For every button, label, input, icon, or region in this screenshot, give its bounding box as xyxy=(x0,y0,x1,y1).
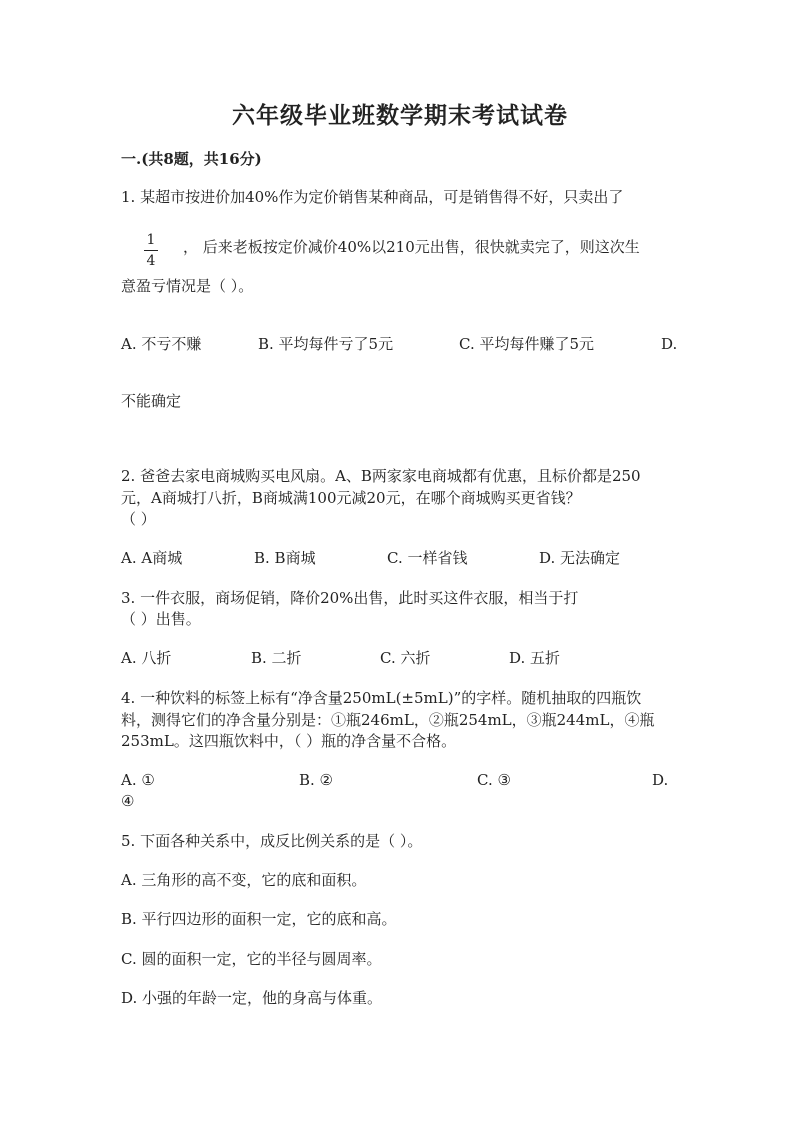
q1-option-d-text[interactable]: 不能确定 xyxy=(121,392,182,410)
q4-stem-line-3: 253mL。这四瓶饮料中，（ ）瓶的净含量不合格。 xyxy=(121,732,457,750)
q2-option-a[interactable]: A. A商城 xyxy=(121,549,183,567)
q5-option-a[interactable]: A. 三角形的高不变，它的底和面积。 xyxy=(121,871,367,889)
q1-stem-line-2: ， 后来老板按定价减价40%以210元出售，很快就卖完了，则这次生 xyxy=(183,238,640,256)
q2-option-b[interactable]: B. B商城 xyxy=(254,549,316,567)
q2-stem-line-2: 元，A商城打八折，B商城满100元减20元，在哪个商城购买更省钱？ xyxy=(121,489,581,507)
q5-stem-line-1: 5. 下面各种关系中，成反比例关系的是（ ）。 xyxy=(121,832,423,850)
q5-option-d[interactable]: D. 小强的年龄一定，他的身高与体重。 xyxy=(121,989,383,1007)
q1-option-c[interactable]: C. 平均每件赚了5元 xyxy=(459,335,595,353)
q1-fraction-bar xyxy=(144,250,158,251)
page-title: 六年级毕业班数学期末考试试卷 xyxy=(232,102,568,129)
q1-fraction xyxy=(144,232,158,269)
q1-option-b[interactable]: B. 平均每件亏了5元 xyxy=(258,335,394,353)
q1-stem-line-3: 意盈亏情况是（ ）。 xyxy=(121,277,254,295)
q2-option-d[interactable]: D. 无法确定 xyxy=(539,549,621,567)
q2-stem-line-1: 2. 爸爸去家电商城购买电风扇。A、B两家家电商城都有优惠，且标价都是250 xyxy=(121,467,641,485)
q4-option-c[interactable]: C. ③ xyxy=(477,771,511,789)
q4-option-d[interactable]: D. xyxy=(652,771,669,789)
q4-option-b[interactable]: B. ② xyxy=(299,771,334,789)
q5-option-b[interactable]: B. 平行四边形的面积一定，它的底和高。 xyxy=(121,910,397,928)
q1-option-d[interactable]: D. xyxy=(661,335,678,353)
q3-option-d[interactable]: D. 五折 xyxy=(509,649,561,667)
q5-option-c[interactable]: C. 圆的面积一定，它的半径与圆周率。 xyxy=(121,950,382,968)
q3-stem-line-2: （ ）出售。 xyxy=(121,610,201,628)
q2-stem-line-3: （ ） xyxy=(121,510,156,528)
section-heading: 一.(共8题，共16分) xyxy=(121,150,262,168)
q1-fraction-denominator: 4 xyxy=(146,253,156,269)
q1-stem-line-1: 1. 某超市按进价加40%作为定价销售某种商品，可是销售得不好，只卖出了 xyxy=(121,188,624,206)
q3-option-b[interactable]: B. 二折 xyxy=(251,649,302,667)
q4-stem-line-2: 料，测得它们的净含量分别是：①瓶246mL，②瓶254mL，③瓶244mL，④瓶 xyxy=(121,711,655,729)
q4-stem-line-1: 4. 一种饮料的标签上标有“净含量250mL(±5mL)”的字样。随机抽取的四瓶饮 xyxy=(121,689,642,707)
q3-stem-line-1: 3. 一件衣服，商场促销，降价20%出售，此时买这件衣服，相当于打 xyxy=(121,589,579,607)
q4-option-a[interactable]: A. ① xyxy=(121,771,155,789)
q3-option-c[interactable]: C. 六折 xyxy=(380,649,431,667)
q1-fraction-numerator: 1 xyxy=(146,232,156,248)
q4-option-d-text[interactable]: ④ xyxy=(121,792,135,810)
q2-option-c[interactable]: C. 一样省钱 xyxy=(387,549,468,567)
q3-option-a[interactable]: A. 八折 xyxy=(121,649,172,667)
q1-option-a[interactable]: A. 不亏不赚 xyxy=(121,335,202,353)
